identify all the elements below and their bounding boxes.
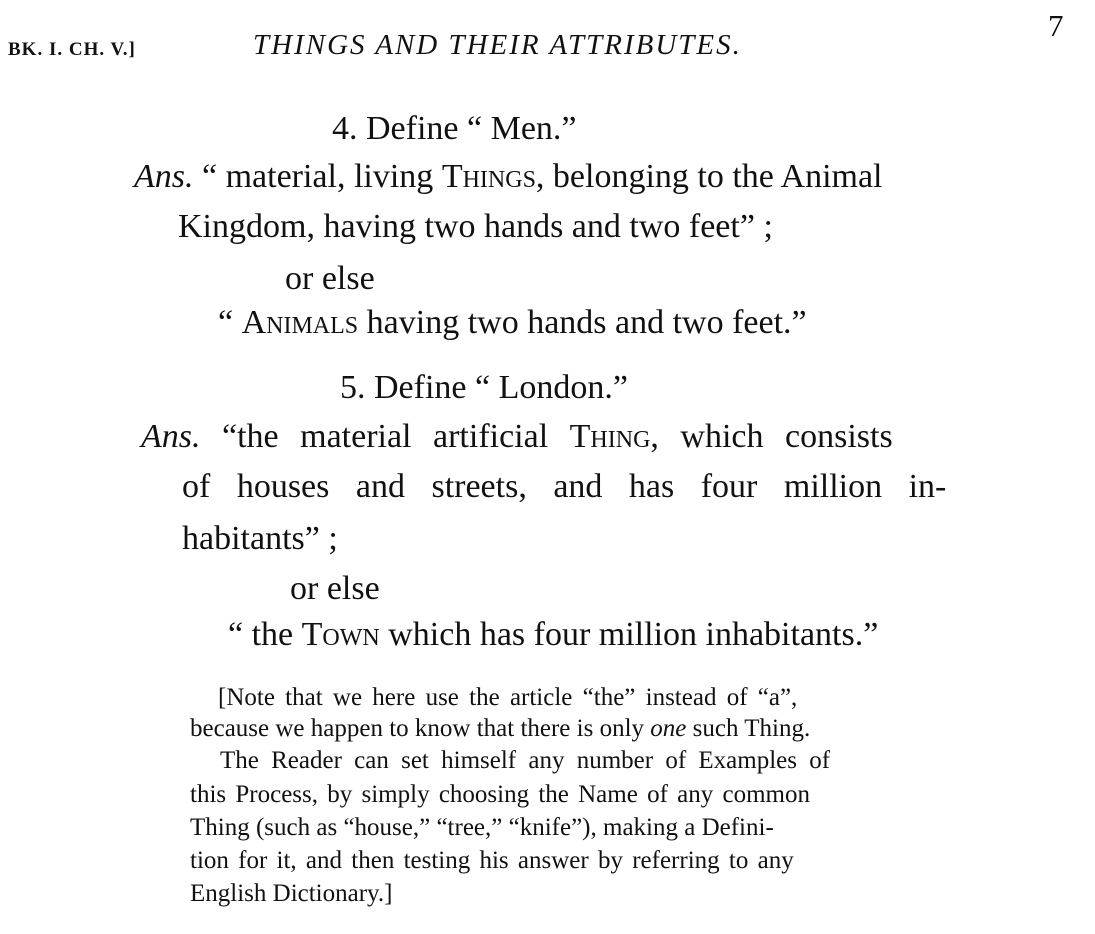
note-line-2-a: because we happen to know that there is only: [190, 715, 651, 742]
note-line-7: English Dictionary.]: [190, 880, 393, 907]
note-line-1: [Note that we here use the article “the” instead of “a”,: [218, 684, 798, 711]
note-line-2-b: such Thing.: [686, 715, 811, 742]
page-number: 7: [1048, 8, 1064, 43]
answer-5-line-1: [141, 420, 893, 454]
alt-5-smallcaps-town: Town: [301, 616, 380, 653]
running-title: THINGS AND THEIR ATTRIBUTES.: [253, 29, 742, 61]
book-chapter-reference: BK. I. CH. V.]: [8, 39, 136, 60]
note-line-5: Thing (such as “house,” “tree,” “knife”), making a Defini-: [190, 814, 774, 841]
alt-4-rest: having two hands and two feet.”: [358, 304, 807, 341]
alt-5-text-a: “ the: [228, 616, 302, 653]
answer-label: Ans.: [141, 418, 201, 455]
answer-4-text-a: “ material, living: [193, 158, 442, 195]
question-4: 4. Define “ Men.”: [332, 110, 577, 147]
or-else-4: or else: [285, 260, 375, 297]
answer-4-line-1: [134, 160, 883, 194]
answer-5-text-b: , which consists: [650, 418, 893, 455]
answer-4-line-2: Kingdom, having two hands and two feet” ;: [178, 208, 773, 245]
answer-5-line-3: habitants” ;: [182, 520, 338, 557]
note-line-3: The Reader can set himself any number of Examples of: [220, 747, 831, 774]
answer-4-alternative: [218, 306, 807, 340]
note-line-2: [190, 716, 810, 741]
answer-5-alternative: [228, 618, 878, 652]
answer-4-text-b: , belonging to the Animal: [535, 158, 883, 195]
or-else-5: or else: [290, 570, 380, 607]
answer-4-smallcaps-things: Things: [441, 158, 536, 195]
alt-4-open-quote: “: [218, 304, 242, 341]
note-emphasis-one: one: [650, 715, 687, 742]
alt-5-rest: which has four million inhabitants.”: [379, 616, 879, 653]
question-5: 5. Define “ London.”: [340, 369, 628, 406]
answer-5-smallcaps-thing: Thing: [569, 418, 651, 455]
answer-5-text-a: “the material artificial: [200, 418, 570, 455]
answer-label: Ans.: [134, 158, 194, 195]
note-line-4: this Process, by simply choosing the Name of any common: [190, 781, 810, 808]
answer-5-line-2: of houses and streets, and has four million in-: [182, 468, 947, 505]
note-line-6: tion for it, and then testing his answer by referring to any: [190, 847, 794, 874]
alt-4-smallcaps-animals: Animals: [241, 304, 359, 341]
